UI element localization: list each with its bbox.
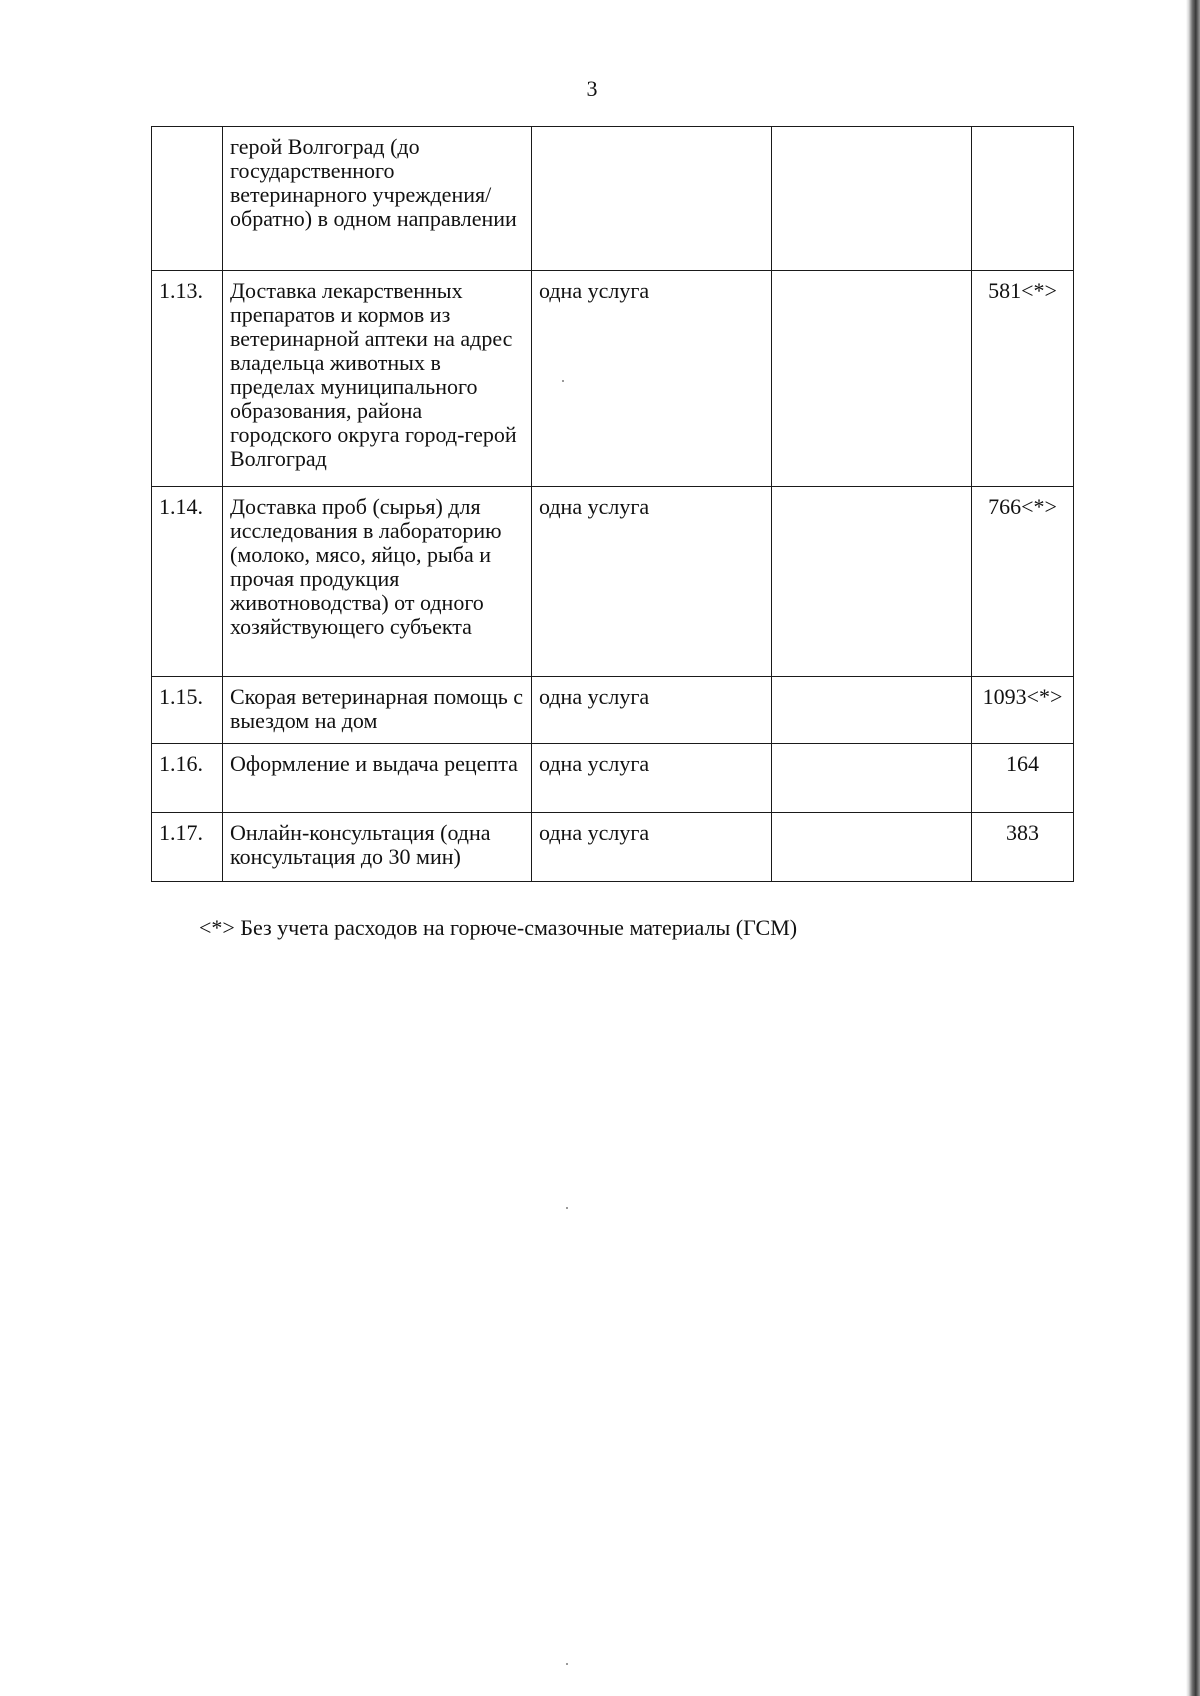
- empty-cell: [772, 487, 972, 677]
- row-number-cell: 1.16.: [152, 744, 223, 813]
- row-number-cell: 1.13.: [152, 271, 223, 487]
- row-number-cell: [152, 127, 223, 271]
- service-name-cell: Доставка проб (сырья) для исследования в лабораторию (молоко, мясо, яйцо, рыба и прочая продукция животноводства) от одного хозяйствующего субъекта: [223, 487, 532, 677]
- unit-cell: одна услуга: [532, 487, 772, 677]
- table-row: [152, 677, 1074, 744]
- row-number-cell: 1.17.: [152, 813, 223, 882]
- scan-speck: [566, 1663, 568, 1665]
- table-row: [152, 127, 1074, 271]
- table-row: [152, 487, 1074, 677]
- service-name-cell: Скорая ветеринарная помощь с выездом на дом: [223, 677, 532, 744]
- unit-cell: [532, 127, 772, 271]
- empty-cell: [772, 271, 972, 487]
- footnote: <*> Без учета расходов на горюче-смазочные материалы (ГСМ): [199, 915, 798, 940]
- price-cell: 383: [972, 813, 1074, 882]
- row-number-cell: 1.14.: [152, 487, 223, 677]
- price-cell: 581<*>: [972, 271, 1074, 487]
- price-cell: 766<*>: [972, 487, 1074, 677]
- unit-cell: одна услуга: [532, 677, 772, 744]
- service-name-cell: Оформление и выдача рецепта: [223, 744, 532, 813]
- service-name-cell: герой Волгоград (до государственного ветеринарного учреждения/обратно) в одном направлении: [223, 127, 532, 271]
- table-row: [152, 744, 1074, 813]
- scan-edge: [1186, 0, 1200, 1696]
- price-cell: 1093<*>: [972, 677, 1074, 744]
- service-name-cell: Доставка лекарственных препаратов и кормов из ветеринарной аптеки на адрес владельца животных в пределах муниципального образования, района городского округа город-герой Волгоград: [223, 271, 532, 487]
- price-cell: [972, 127, 1074, 271]
- table-row: [152, 271, 1074, 487]
- scan-speck: [562, 380, 564, 382]
- empty-cell: [772, 677, 972, 744]
- empty-cell: [772, 127, 972, 271]
- unit-cell: одна услуга: [532, 744, 772, 813]
- price-cell: 164: [972, 744, 1074, 813]
- scan-speck: [566, 1207, 568, 1209]
- unit-cell: одна услуга: [532, 271, 772, 487]
- row-number-cell: 1.15.: [152, 677, 223, 744]
- tariff-table: [151, 126, 1074, 882]
- empty-cell: [772, 744, 972, 813]
- service-name-cell: Онлайн-консультация (одна консультация до 30 мин): [223, 813, 532, 882]
- table-row: [152, 813, 1074, 882]
- unit-cell: одна услуга: [532, 813, 772, 882]
- page-number: 3: [586, 76, 598, 101]
- empty-cell: [772, 813, 972, 882]
